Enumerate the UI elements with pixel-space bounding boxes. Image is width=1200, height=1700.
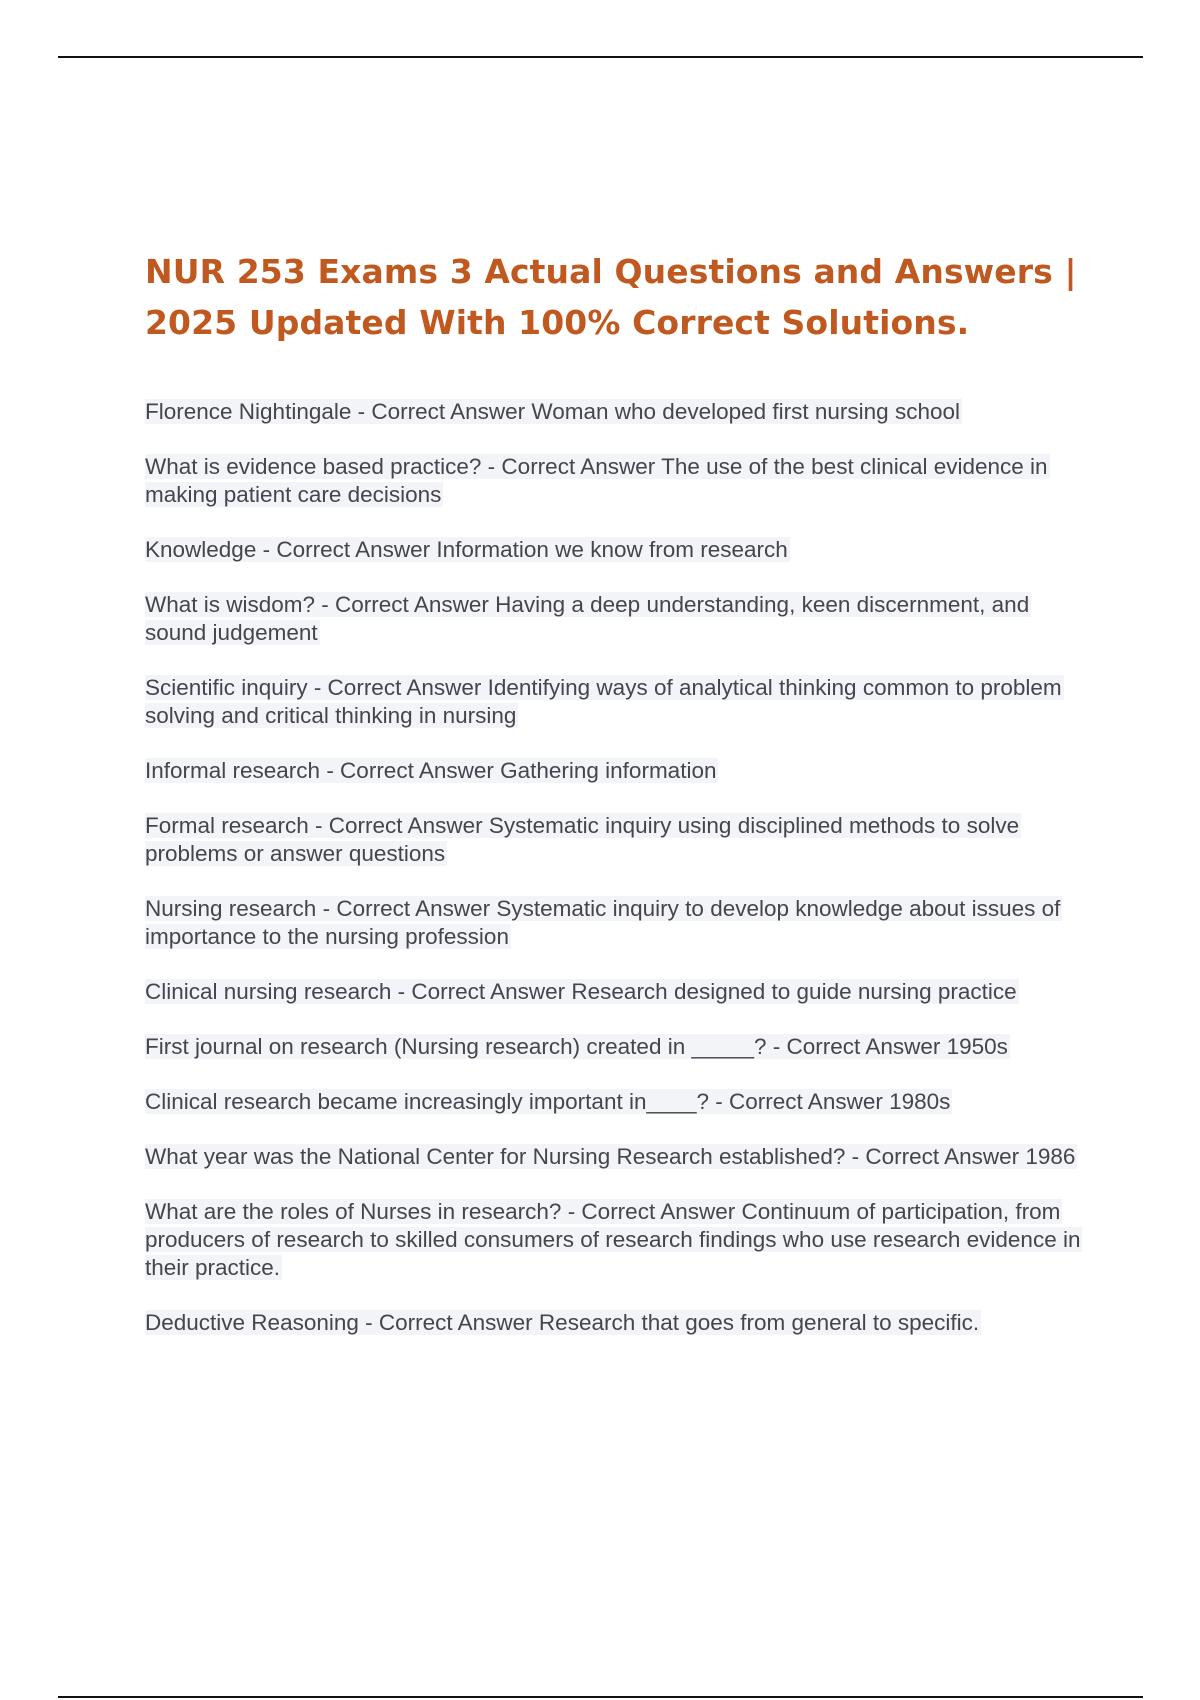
qa-text: First journal on research (Nursing research) created in _____? - Correct Answer 1950s — [145, 1034, 1008, 1059]
top-rule — [58, 56, 1143, 58]
qa-item — [145, 591, 1095, 647]
qa-item — [145, 812, 1095, 868]
qa-item — [145, 757, 1095, 785]
qa-text: What is wisdom? - Correct Answer Having a deep understanding, keen discernment, and sound judgement — [145, 592, 1030, 645]
qa-text: Formal research - Correct Answer Systematic inquiry using disciplined methods to solve problems or answer questions — [145, 813, 1020, 866]
qa-text: Clinical research became increasingly important in____? - Correct Answer 1980s — [145, 1089, 951, 1114]
qa-text: What are the roles of Nurses in research? - Correct Answer Continuum of participation, from producers of research to skilled consumers of research findings who use research evidence in their practice. — [145, 1199, 1081, 1280]
qa-item — [145, 978, 1095, 1006]
qa-item — [145, 895, 1095, 951]
qa-item — [145, 1143, 1095, 1171]
qa-item — [145, 1033, 1095, 1061]
qa-item — [145, 536, 1095, 564]
document-title: NUR 253 Exams 3 Actual Questions and Answers | 2025 Updated With 100% Correct Solutions. — [145, 252, 1077, 342]
qa-text: Scientific inquiry - Correct Answer Identifying ways of analytical thinking common to problem solving and critical thinking in nursing — [145, 675, 1062, 728]
qa-text: Clinical nursing research - Correct Answer Research designed to guide nursing practice — [145, 979, 1017, 1004]
qa-text: Nursing research - Correct Answer Systematic inquiry to develop knowledge about issues of importance to the nursing profession — [145, 896, 1061, 949]
qa-item — [145, 453, 1095, 509]
qa-list — [145, 398, 1095, 1364]
qa-item — [145, 398, 1095, 426]
qa-item — [145, 1198, 1095, 1282]
qa-text: What is evidence based practice? - Correct Answer The use of the best clinical evidence in making patient care decisions — [145, 454, 1048, 507]
qa-text: What year was the National Center for Nursing Research established? - Correct Answer 1986 — [145, 1144, 1076, 1169]
qa-text: Knowledge - Correct Answer Information we know from research — [145, 537, 788, 562]
qa-text: Informal research - Correct Answer Gathering information — [145, 758, 717, 783]
qa-item — [145, 674, 1095, 730]
bottom-rule — [58, 1696, 1143, 1698]
qa-text: Florence Nightingale - Correct Answer Woman who developed first nursing school — [145, 399, 960, 424]
qa-item — [145, 1088, 1095, 1116]
qa-item — [145, 1309, 1095, 1337]
qa-text: Deductive Reasoning - Correct Answer Research that goes from general to specific. — [145, 1310, 980, 1335]
